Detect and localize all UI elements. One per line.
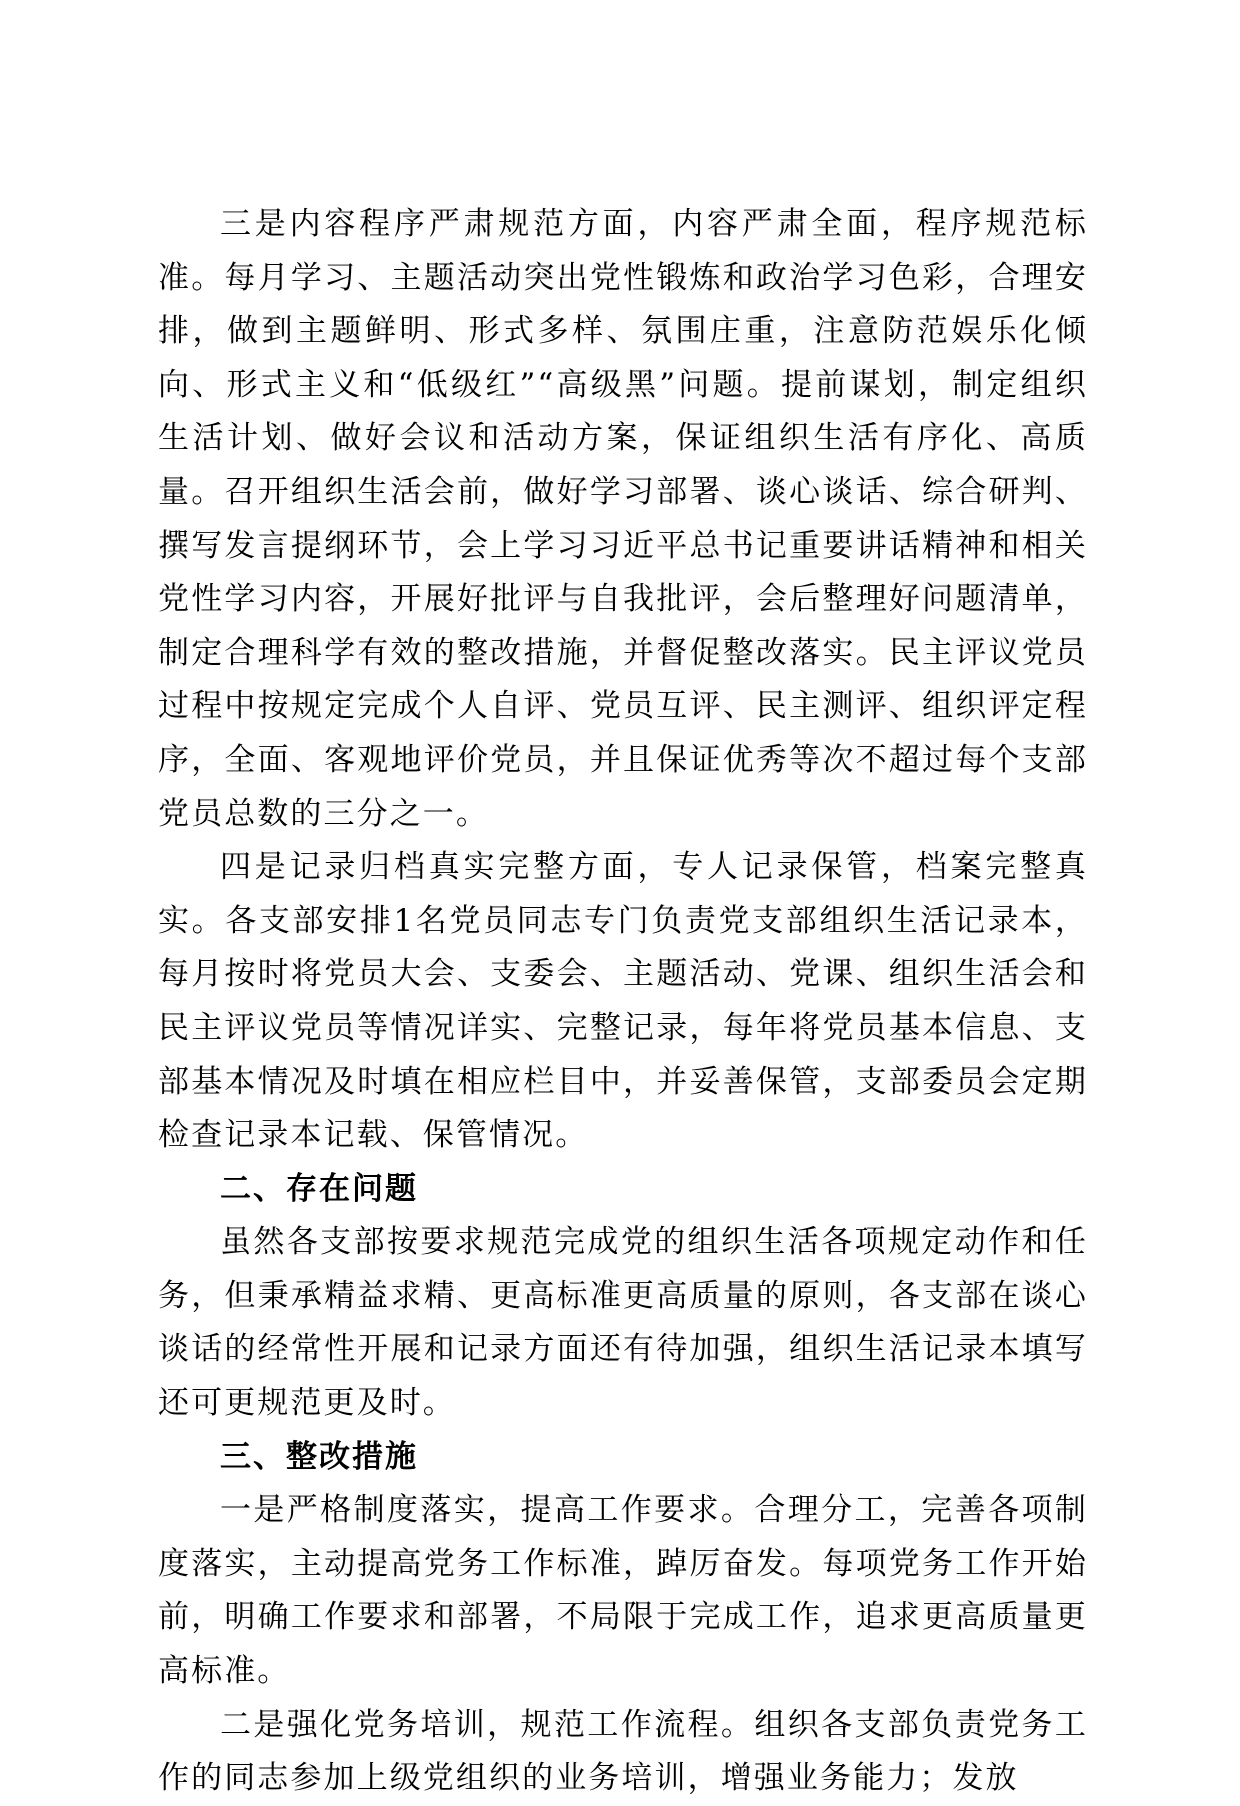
paragraph-measure-1: 一是严格制度落实，提高工作要求。合理分工，完善各项制度落实，主动提高党务工作标准，踔厉奋发。每项党务工作开始前，明确工作要求和部署，不局限于完成工作，追求更高质量更高标准。 xyxy=(158,1492,1088,1690)
paragraph-problems: 虽然各支部按要求规范完成党的组织生活各项规定动作和任务，但秉承精益求精、更高标准更高质量的原则，各支部在谈心谈话的经常性开展和记录方面还有待加强，组织生活记录本填写还可更规范更及时。 xyxy=(158,1224,1088,1422)
section-heading-problems: 二、存在问题 xyxy=(220,1170,418,1207)
paragraph-content-procedure: 三是内容程序严肃规范方面，内容严肃全面，程序规范标准。每月学习、主题活动突出党性锻炼和政治学习色彩，合理安排，做到主题鲜明、形式多样、氛围庄重，注意防范娱乐化倾向、形式主义和“低级红”“高级黑”问题。提前谋划，制定组织生活计划、做好会议和活动方案，保证组织生活有序化、高质量。召开组织生活会前，做好学习部署、谈心谈话、综合研判、撰写发言提纲环节，会上学习习近平总书记重要讲话精神和相关党性学习内容，开展好批评与自我批评，会后整理好问题清单，制定合理科学有效的整改措施，并督促整改落实。民主评议党员过程中按规定完成个人自评、党员互评、民主测评、组织评定程序，全面、客观地评价党员，并且保证优秀等次不超过每个支部党员总数的三分之一。 xyxy=(158,206,1088,832)
paragraph-record-archive: 四是记录归档真实完整方面，专人记录保管，档案完整真实。各支部安排1名党员同志专门负责党支部组织生活记录本，每月按时将党员大会、支委会、主题活动、党课、组织生活会和民主评议党员等情况详实、完整记录，每年将党员基本信息、支部基本情况及时填在相应栏目中，并妥善保管，支部委员会定期检查记录本记载、保管情况。 xyxy=(158,849,1088,1154)
paragraph-measure-2: 二是强化党务培训，规范工作流程。组织各支部负责党务工作的同志参加上级党组织的业务培训，增强业务能力；发放 xyxy=(158,1706,1088,1797)
section-heading-measures: 三、整改措施 xyxy=(220,1438,418,1475)
document-body xyxy=(158,198,1088,1806)
